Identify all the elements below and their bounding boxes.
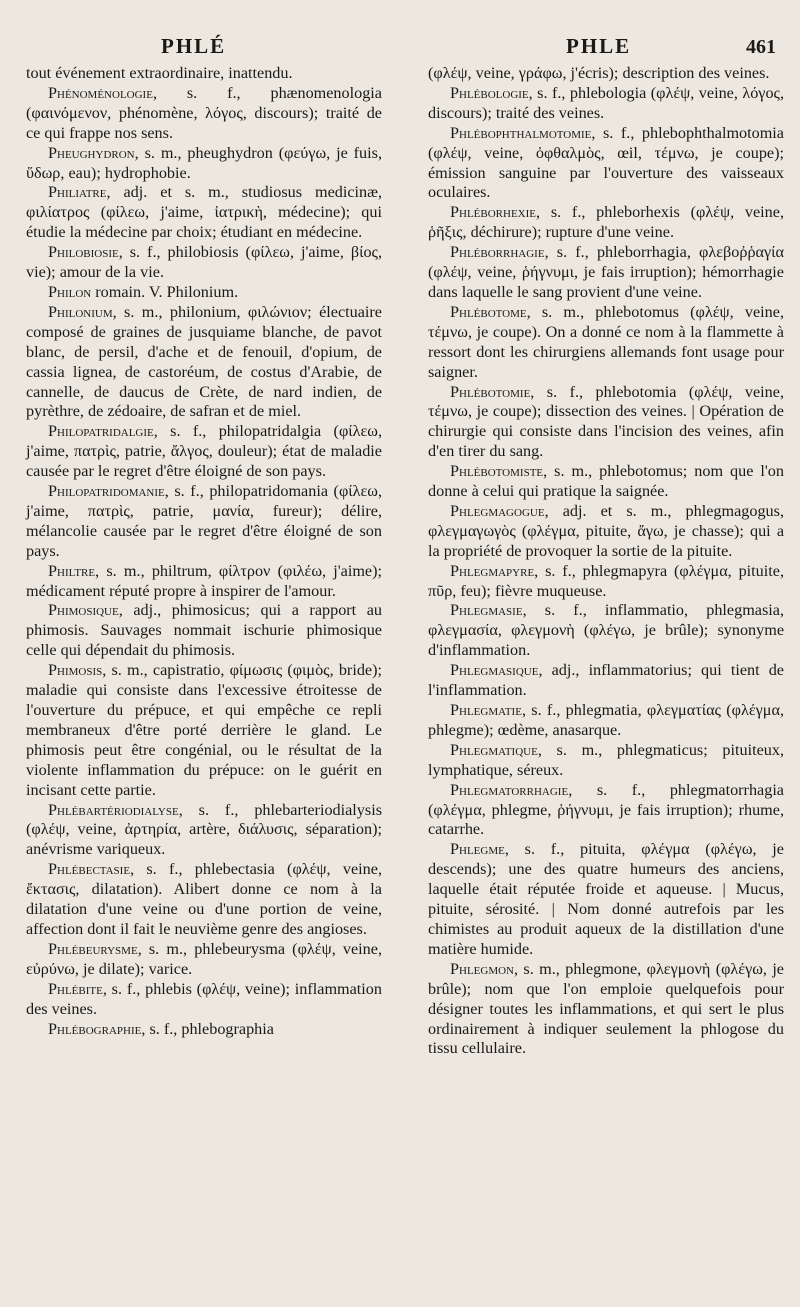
entry-definition: , s. f., philopatridomania (φίλεω, j'aime, πατρὶς, patrie, μανία, fureur); délire, mélancolie causée par le regret d'être éloigné de son pays. <box>26 482 382 560</box>
entry-definition: , s. f., phænomenologia (φαινόμενον, phénomène, λόγος, discours); traité de ce qui frappe nos sens. <box>26 83 382 142</box>
entry-headword: Phlébophthalmotomie <box>450 123 592 142</box>
entry-definition: , s. m., pheughydron (φεύγω, je fuis, ὕδωρ, eau); hydrophobie. <box>26 143 382 182</box>
entry-definition: (φλέψ, veine, γράφω, j'écris); description des veines. <box>428 64 770 82</box>
entry-headword: Phlébotome <box>450 302 527 321</box>
dictionary-entry <box>26 64 382 84</box>
dictionary-entry <box>26 84 382 144</box>
entry-definition: , s. f., inflammatio, phlegmasia, φλεγμασία, φλεγμονὴ (φλέγω, je brûle); synonyme d'inflammation. <box>428 601 784 660</box>
entry-definition: , adj., inflammatorius; qui tient de l'inflammation. <box>428 661 784 700</box>
entry-headword: Phimosique <box>48 601 119 620</box>
entry-headword: Phlegmatorrhagie <box>450 780 569 799</box>
dictionary-entry <box>428 84 784 124</box>
dictionary-entry <box>26 482 382 562</box>
dictionary-entry <box>26 980 382 1020</box>
entry-definition: , s. f., phlebophthalmotomia (φλέψ, veine, ὀφθαλμὸς, œil, τέμνω, je coupe); émission sanguine par l'ouverture des vaisseaux oculaires. <box>428 123 784 202</box>
entry-definition: , s. f., philopatridalgia (φίλεω, j'aime, πατρὶς, patrie, ἄλγος, douleur); état de maladie causée par le regret d'être éloigné de son pays. <box>26 422 382 481</box>
dictionary-entry <box>428 661 784 701</box>
entry-definition: , s. f., phlegmatorrhagia (φλέγμα, phlegme, ῥήγνυμι, je fais irruption); rhume, catarrhe. <box>428 780 784 839</box>
entry-headword: Phlébotomiste <box>450 462 544 481</box>
entry-headword: Philiatre <box>48 183 107 202</box>
dictionary-entry <box>428 243 784 303</box>
dictionary-entry <box>428 562 784 602</box>
entry-definition: , s. f., phlebologia (φλέψ, veine, λόγος, discours); traité des veines. <box>428 83 784 122</box>
dictionary-entry <box>428 601 784 661</box>
dictionary-entry <box>428 203 784 243</box>
dictionary-entry <box>428 383 784 463</box>
dictionary-entry <box>428 64 784 84</box>
entry-definition: , adj., phimosicus; qui a rapport au phimosis. Sauvages nommait ischurie phimosique celle qui dépendait du phimosis. <box>26 601 382 660</box>
dictionary-entry <box>26 940 382 980</box>
entry-definition: , s. m., philonium, φιλώνιον; électuaire composé de graines de jusquiame blanche, de pavot blanc, de persil, d'ache et de fenouil, d'opium, de cassia lignea, de castoréum, de costus d'Arabie, de cannelle, de daucus de Crète, de nard indien, de pyrèthre, de zédoaire, de safran et de miel. <box>26 302 382 421</box>
entry-headword: Phlegmagogue <box>450 501 545 520</box>
dictionary-entry <box>26 661 382 800</box>
entry-definition: , s. f., pituita, φλέγμα (φλέγω, je descends); une des quatre humeurs des anciens, laquelle était réputée froide et aqueuse. | Mucus, pituite, sérosité. | Nom donné autrefois par les chimistes au produit aqueux de la distillation d'une matière humide. <box>428 840 784 958</box>
dictionary-entry <box>428 960 784 1060</box>
dictionary-entry <box>428 502 784 562</box>
entry-definition: , s. m., phlebeurysma (φλέψ, veine, εὐρύνω, je dilate); varice. <box>26 939 382 978</box>
dictionary-entry <box>428 303 784 383</box>
entry-headword: Phlegmasie <box>450 601 523 620</box>
dictionary-entry <box>26 601 382 661</box>
dictionary-entry <box>26 303 382 422</box>
dictionary-entry <box>428 124 784 204</box>
dictionary-entry <box>26 144 382 184</box>
entry-headword: Philon <box>48 282 92 301</box>
two-column-body <box>26 64 784 1059</box>
entry-headword: Phlegmasique <box>450 661 539 680</box>
dictionary-entry <box>428 701 784 741</box>
entry-definition: tout événement extraordinaire, inattendu. <box>26 64 293 82</box>
entry-definition: , s. m., phlebotomus (φλέψ, veine, τέμνω, je coupe). On a donné ce nom à la flammette à ressort dont les chirurgiens allemands font usage pour saigner. <box>428 302 784 381</box>
page-number: 461 <box>746 36 776 58</box>
entry-definition: romain. V. Philonium. <box>91 282 239 301</box>
entry-headword: Philtre <box>48 561 96 580</box>
entry-definition: , s. f., phlegmapyra (φλέγμα, pituite, πῦρ, feu); fièvre muqueuse. <box>428 561 784 600</box>
dictionary-entry <box>26 860 382 940</box>
entry-headword: Philopatridalgie <box>48 422 154 441</box>
entry-definition: , s. m., phlebotomus; nom que l'on donne à celui qui pratique la saignée. <box>428 462 784 501</box>
running-head-left: PHLÉ <box>161 34 227 58</box>
entry-headword: Phlébographie <box>48 1019 142 1038</box>
entry-headword: Phlegmatique <box>450 740 538 759</box>
entry-headword: Phlegmatie <box>450 701 522 719</box>
dictionary-entry <box>26 243 382 283</box>
dictionary-entry <box>26 562 382 602</box>
left-column <box>26 64 382 1059</box>
entry-definition: , s. m., capistratio, φίμωσις (φιμὸς, bride); maladie qui consiste dans l'excessive étroitesse de l'ouverture du prépuce, et qui empêche ce repli membraneux d'être porté derrière le gland. Le phimosis peut être congénial, ou le résultat de la violente inflammation du prépuce: on le guérit en incisant cette partie. <box>26 661 382 799</box>
dictionary-entry <box>428 840 784 959</box>
entry-headword: Phimosis <box>48 661 103 680</box>
dictionary-entry <box>26 183 382 243</box>
entry-headword: Phlegmapyre <box>450 561 535 580</box>
entry-definition: , s. m., philtrum, φίλτρον (φιλέω, j'aime); médicament réputé propre à inspirer de l'amour. <box>26 561 382 600</box>
dictionary-entry <box>428 462 784 502</box>
entry-definition: , s. f., phlebotomia (φλέψ, veine, τέμνω, je coupe); dissection des veines. | Opération de chirurgie qui consiste dans l'incision des veines, afin d'en tirer du sang. <box>428 382 784 461</box>
entry-headword: Philopatridomanie <box>48 482 165 501</box>
entry-definition: , s. f., phlebographia <box>141 1019 274 1038</box>
entry-headword: Phlébologie <box>450 83 529 102</box>
entry-definition: , s. f., phleborhexis (φλέψ, veine, ῥῆξις, déchirure); rupture d'une veine. <box>428 203 784 242</box>
entry-definition: , s. m., phlegmaticus; pituiteux, lymphatique, séreux. <box>428 740 784 779</box>
entry-headword: Phlébeurysme <box>48 939 138 958</box>
entry-headword: Phléborhexie <box>450 203 536 222</box>
right-column <box>428 64 784 1059</box>
entry-headword: Phlegmon <box>450 959 514 978</box>
dictionary-entry <box>428 741 784 781</box>
entry-headword: Phlébartériodialyse <box>48 800 179 819</box>
entry-headword: Phlébectasie <box>48 860 131 879</box>
dictionary-entry <box>26 801 382 861</box>
entry-headword: Phlébite <box>48 979 103 998</box>
dictionary-entry <box>26 422 382 482</box>
entry-definition: , s. m., phlegmone, φλεγμονὴ (φλέγω, je brûle); nom que l'on emploie quelquefois pour désigner toutes les inflammations, et qui sert le plus ordinairement à indiquer seulement la phlogose du tissu cellulaire. <box>428 959 784 1058</box>
entry-definition: , s. f., phlebectasia (φλέψ, veine, ἔκτασις, dilatation). Alibert donne ce nom à la dilatation d'une veine ou d'une portion de veine, affection dont il fait le neuvième genre des angioses. <box>26 860 382 938</box>
entry-headword: Phénoménologie <box>48 83 153 102</box>
running-head-right: PHLE <box>566 34 632 58</box>
dictionary-entry <box>428 781 784 841</box>
entry-headword: Phléborrhagie <box>450 243 545 262</box>
dictionary-entry <box>26 283 382 303</box>
entry-headword: Phlébotomie <box>450 382 531 401</box>
entry-definition: , s. f., phlegmatia, φλεγματίας (φλέγμα, phlegme); œdème, anasarque. <box>428 701 784 739</box>
entry-headword: Phlegme <box>450 840 505 859</box>
entry-definition: , adj. et s. m., studiosus medicinæ, φιλίατρος (φίλεω, j'aime, ἰατρικὴ, médecine); qui étudie la médecine par choix; étudiant en médecine. <box>26 183 382 242</box>
entry-definition: , s. f., phlebarteriodialysis (φλέψ, veine, ἀρτηρία, artère, διάλυσις, séparation); anévrisme variqueux. <box>26 800 382 859</box>
entry-definition: , s. f., philobiosis (φίλεω, j'aime, βίος, vie); amour de la vie. <box>26 243 382 282</box>
entry-definition: , s. f., phleborrhagia, φλεβοῤῥαγία (φλέψ, veine, ῥήγνυμι, je fais irruption); hémorrhagie dans laquelle le sang provient d'une veine. <box>428 243 784 301</box>
entry-definition: , s. f., phlebis (φλέψ, veine); inflammation des veines. <box>26 979 382 1018</box>
dictionary-entry <box>26 1020 382 1040</box>
entry-definition: , adj. et s. m., phlegmagogus, φλεγμαγωγὸς (φλέγμα, pituite, ἄγω, je chasse); qui a la propriété de provoquer la sortie de la pituite. <box>428 501 784 560</box>
entry-headword: Pheughydron <box>48 143 135 162</box>
entry-headword: Philonium <box>48 302 113 321</box>
entry-headword: Philobiosie <box>48 243 119 262</box>
page-header <box>26 30 784 64</box>
